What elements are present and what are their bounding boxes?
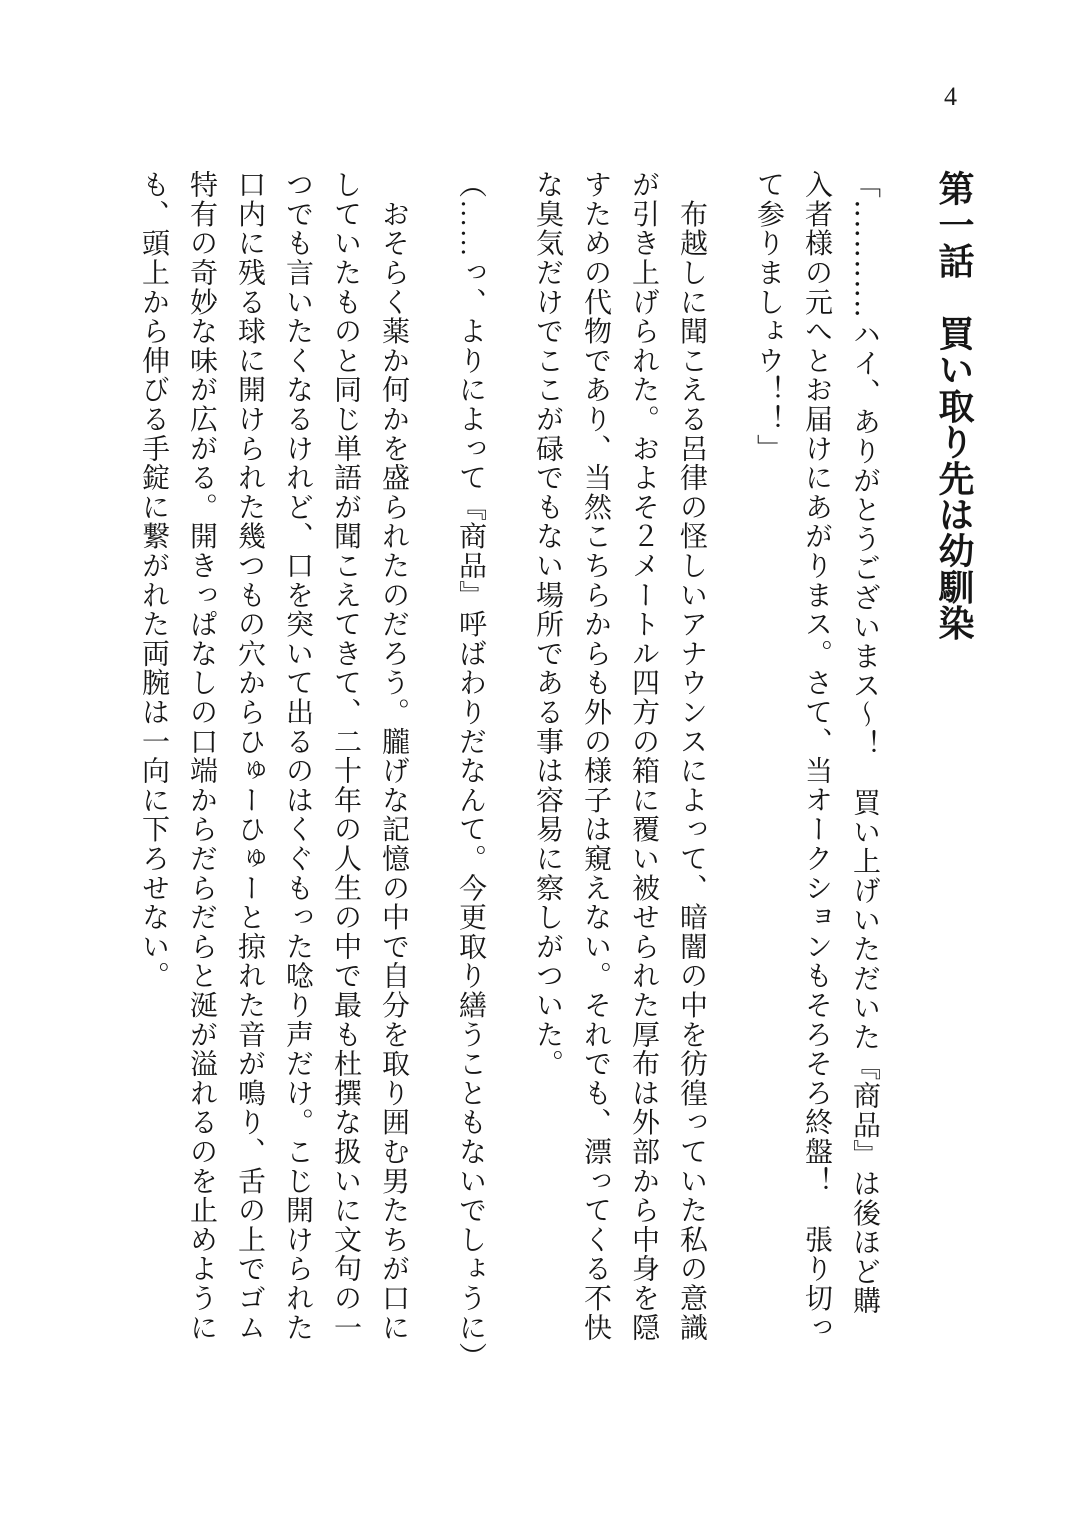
text-line: も、頭上から伸びる手錠に繋がれた両腕は一向に下ろせない。	[138, 170, 169, 991]
text-line: て参りましょウ！！」	[753, 170, 784, 463]
text-line: 特有の奇妙な味が広がる。開きっぱなしの口端からだらだらと涎が溢れるのを止めように	[186, 170, 217, 1342]
text-line: 入者様の元へとお届けにあがりまス。さて、当オークションもそろそろ終盤！ 張り切っ	[801, 170, 832, 1342]
text-content	[129, 170, 977, 1371]
text-line: が引き上げられた。およそ２メートル四方の箱に覆い被せられた厚布は外部から中身を隠	[628, 170, 659, 1342]
text-line: （……っ、よりによって『商品』呼ばわりだなんて。今更取り繕うこともないでしょうに）	[455, 170, 486, 1372]
paragraph-narration-1	[523, 170, 715, 1371]
text-line: 「‥‥‥‥‥‥ハイ、ありがとうございまス～！ 買い上げいただいた『商品』は後ほど購	[849, 170, 880, 1316]
page-number: 4	[944, 82, 957, 111]
paragraph-narration-2	[129, 170, 417, 1371]
text-line: 布越しに聞こえる呂律の怪しいアナウンスによって、暗闇の中を彷徨っていた私の意識	[676, 170, 707, 1342]
text-line: おそらく薬か何かを盛られたのだろう。朧げな記憶の中で自分を取り囲む男たちが口に	[378, 170, 409, 1342]
text-line: すための代物であり、当然こちらからも外の様子は窺えない。それでも、漂ってくる不快	[580, 170, 611, 1342]
text-line: つでも言いたくなるけれど、口を突いて出るのはくぐもった唸り声だけ。こじ開けられた	[282, 170, 313, 1342]
paragraph-dialogue	[744, 170, 888, 1371]
chapter-title: 第一話 買い取り先は幼馴染	[934, 170, 974, 641]
paragraph-thought	[446, 170, 494, 1371]
text-line: 口内に残る球に開けられた幾つもの穴からひゅーひゅーと掠れた音が鳴り、舌の上でゴム	[234, 170, 265, 1342]
text-line: していたものと同じ単語が聞こえてきて、二十年の人生の中で最も杜撰な扱いに文句の一	[330, 170, 361, 1342]
text-line: な臭気だけでここが碌でもない場所である事は容易に察しがついた。	[532, 170, 563, 1079]
